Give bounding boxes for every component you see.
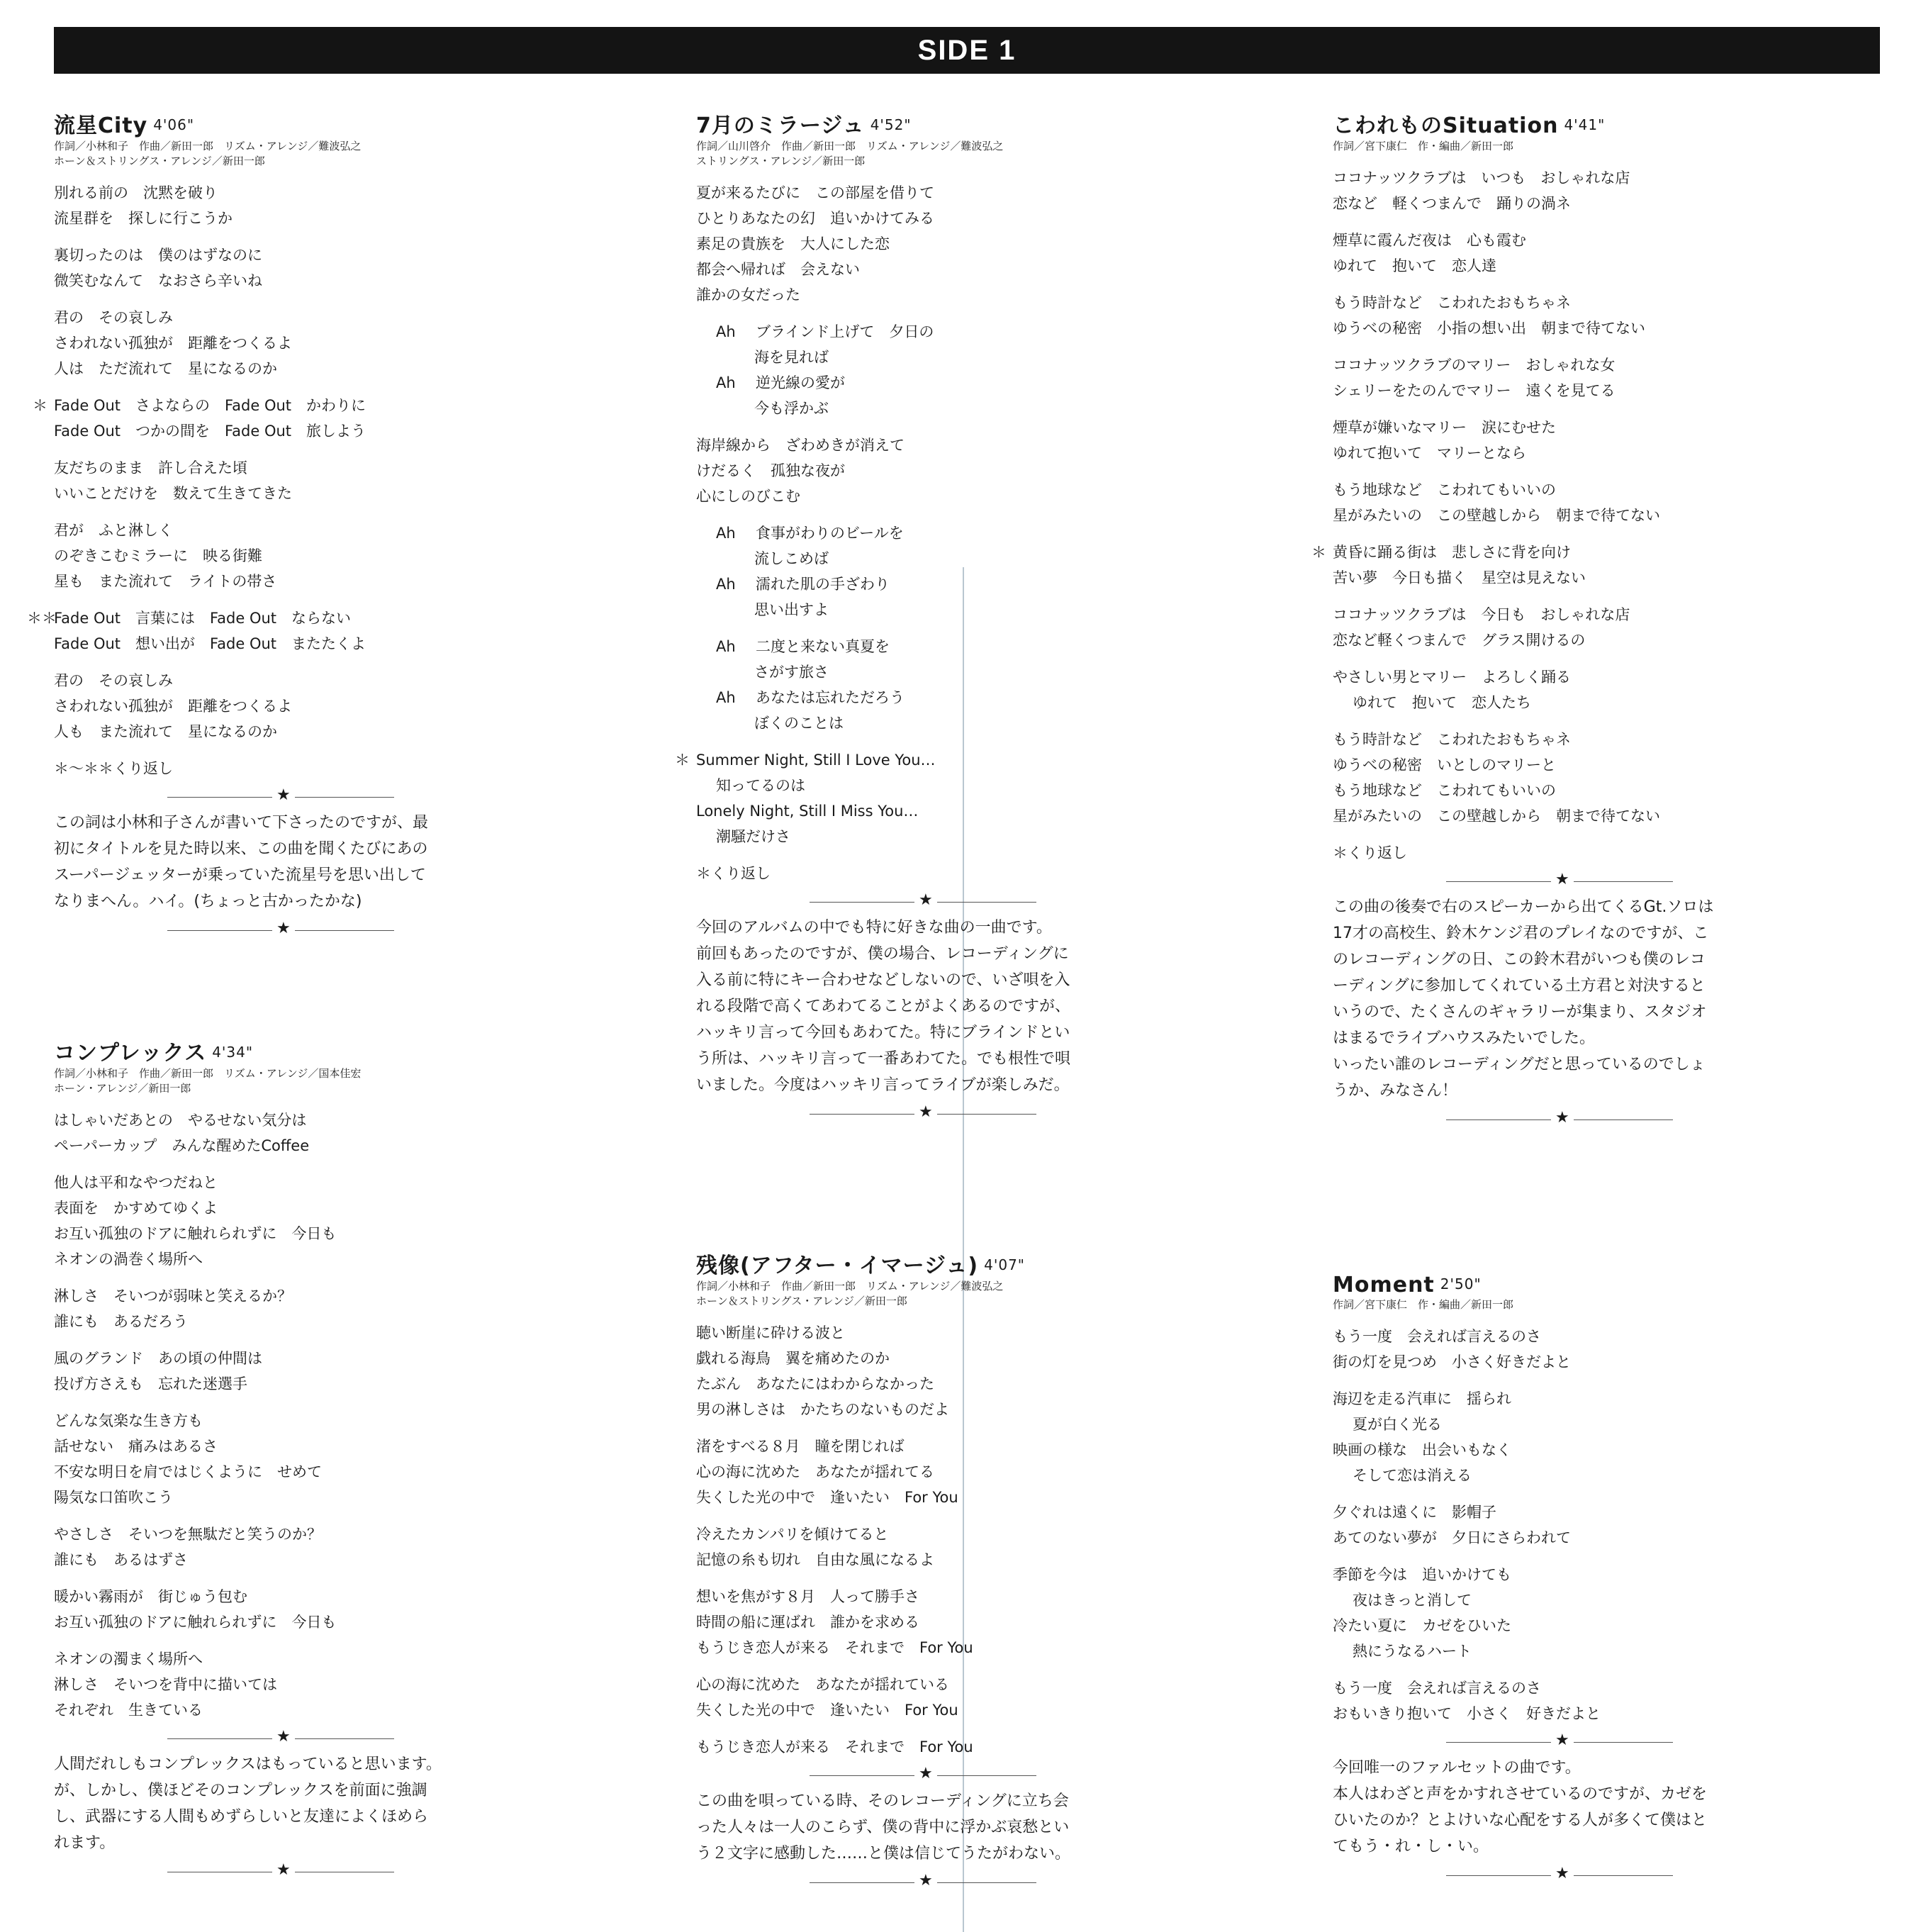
lyric-line: 星も また流れて ライトの帯さ — [54, 573, 277, 590]
text-line: 7月のミラージュ — [696, 113, 865, 138]
lyric-line: 別れる前の 沈黙を破り — [54, 184, 218, 201]
text-line: ★ — [272, 920, 295, 937]
lyric-line: シェリーをたのんでマリー 遠くを見てる — [1333, 382, 1616, 399]
lyric-line: 戯れる海鳥 翼を痛めたのか — [696, 1350, 890, 1367]
lyric-line: 恋など 軽くつまんで 踊りの渦ネ — [1333, 195, 1571, 212]
lyric-line: ＊くり返し — [696, 865, 771, 882]
lyric-line: 恋など軽くつまんで グラス開けるの — [1333, 632, 1586, 649]
lyric-line: 映画の様な 出会いもなく — [1333, 1441, 1511, 1458]
lyric-line: それぞれ 生きている — [54, 1702, 203, 1719]
lyric-line: 流しこめば — [754, 550, 829, 567]
text-line: ★ — [272, 787, 295, 804]
lyric-line: 夕ぐれは遠くに 影帽子 — [1333, 1504, 1496, 1521]
text-line: のレコーディングの日、この鈴木君がいつも僕のレコ — [1333, 951, 1706, 968]
song-comment — [696, 915, 1164, 1098]
lyric-line: 冷たい夏に カゼをひいた — [1333, 1617, 1511, 1634]
text-line: ★ — [914, 892, 937, 909]
text-line: ＊ — [1311, 544, 1326, 561]
lyric-line: あてのない夢が 夕日にさらわれて — [1333, 1529, 1571, 1546]
song-july-mirage — [675, 108, 1164, 1127]
lyric-line: 裏切ったのは 僕のはずなのに — [54, 247, 262, 264]
lyric-line: 誰にも あるはずさ — [54, 1551, 188, 1568]
lyric-line: もうじき恋人が来る それまで For You — [696, 1738, 973, 1755]
text-line: この曲の後奏で右のスピーカーから出てくるGt.ソロは — [1333, 898, 1714, 916]
separator — [54, 788, 522, 805]
lyric-line: 君が ふと淋しく — [54, 522, 173, 539]
song-ryuusei-city — [27, 108, 522, 943]
lyric-line: 渚をすべる８月 瞳を閉じれば — [696, 1438, 905, 1455]
separator — [1333, 1733, 1801, 1750]
lyric-line: 街の灯を見つめ 小さく好きだよと — [1333, 1353, 1571, 1370]
lyric-line: 他人は平和なやつだねと — [54, 1174, 218, 1191]
text-line: った人々は一人のこらず、僕の背中に浮かぶ哀愁とい — [696, 1819, 1070, 1836]
lyric-line: ゆうべの秘密 小指の想い出 朝まで待てない — [1333, 320, 1645, 337]
text-line: なりまへん。ハイ。(ちょっと古かったかな) — [54, 893, 362, 910]
lyric-line: そして恋は消える — [1353, 1467, 1472, 1484]
text-line: 残像(アフター・イマージュ) — [696, 1253, 979, 1278]
separator — [696, 1767, 1164, 1784]
lyric-line: もう一度 会えれば言えるのさ — [1333, 1680, 1541, 1697]
lyric-line: けだるく 孤独な夜が — [696, 462, 845, 479]
song-moment — [1333, 1273, 1801, 1888]
text-line: Ah — [716, 374, 736, 391]
lyric-line: 表面を かすめてゆくよ — [54, 1200, 218, 1217]
text-line: 作詞／小林和子 作曲／新田一郎 リズム・アレンジ／難波弘之 — [696, 1280, 1004, 1292]
song-credits — [1333, 1297, 1801, 1312]
lyric-line: 時間の船に運ばれ 誰かを求める — [696, 1614, 919, 1631]
lyric-line: 星がみたいの この壁越しから 朝まで待てない — [1333, 507, 1660, 524]
lyric-line: さわれない孤独が 距離をつくるよ — [54, 335, 292, 352]
lyric-line: ＊ 黄昏に踊る街は 悲しさに背を向け — [1333, 540, 1801, 565]
lyric-line: もう地球など こわれてもいいの — [1333, 782, 1556, 799]
lyric-line: もう時計など こわれたおもちゃネ — [1333, 731, 1571, 748]
song-duration: 4'52" — [870, 116, 912, 133]
lyric-line: ゆれて 抱いて 恋人達 — [1333, 257, 1496, 274]
lyric-line: 星がみたいの この壁越しから 朝まで待てない — [1333, 808, 1660, 825]
lyrics — [1311, 165, 1801, 866]
lyric-line: たぶん あなたにはわからなかった — [696, 1375, 934, 1392]
lyrics — [675, 180, 1164, 886]
lyric-line: お互い孤独のドアに触れられずに 今日も — [54, 1614, 337, 1631]
text-line: 作詞／山川啓介 作曲／新田一郎 リズム・アレンジ／難波弘之 — [696, 140, 1004, 152]
lyric-line: 暖かい霧雨が 街じゅう包む — [54, 1588, 247, 1605]
text-line: コンプレックス — [54, 1041, 207, 1066]
lyric-line: 海を見れば — [754, 349, 829, 366]
text-line: う２文字に感動した……と僕は信じてうたがわない。 — [696, 1845, 1071, 1863]
lyric-line: さわれない孤独が 距離をつくるよ — [54, 698, 292, 715]
text-line: 入る前に特にキー合わせなどしないので、いざ唄を入 — [696, 971, 1070, 989]
lyric-line: Ah あなたは忘れただろう — [696, 685, 1164, 710]
lyric-line: 煙草に霞んだ夜は 心も霞む — [1333, 232, 1526, 249]
text-line: 今回唯一のファルセットの曲です。 — [1333, 1759, 1581, 1777]
text-line: Ah — [716, 576, 736, 593]
text-line: 作詞／宮下康仁 作・編曲／新田一郎 — [1333, 140, 1514, 152]
lyric-line: Ah ブラインド上げて 夕日の — [696, 319, 1164, 345]
lyric-line: Ah 食事がわりのビールを — [696, 520, 1164, 546]
text-line: ★ — [1551, 1865, 1574, 1882]
separator — [54, 1863, 522, 1880]
lyric-line: 心にしのびこむ — [696, 488, 800, 505]
lyric-line: Ah 逆光線の愛が — [696, 370, 1164, 396]
lyric-line: 記憶の糸も切れ 自由な風になるよ — [696, 1551, 934, 1568]
song-title — [54, 1035, 522, 1066]
lyric-line: 熱にうなるハート — [1353, 1643, 1472, 1660]
lyric-line: 淋しさ そいつが弱味と笑えるか？ — [54, 1288, 292, 1305]
lyric-line: はしゃいだあとの やるせない気分は — [54, 1112, 307, 1129]
lyrics — [27, 180, 522, 781]
text-line: ＊ — [33, 397, 47, 414]
lyric-line: Fade Out つかの間を Fade Out 旅しよう — [54, 423, 366, 440]
lyric-line: ＊～＊＊くり返し — [54, 760, 173, 777]
lyric-line: 君の その哀しみ — [54, 672, 173, 689]
separator — [696, 1874, 1164, 1891]
text-line: ＊＊ — [27, 610, 57, 627]
lyric-line: 心の海に沈めた あなたが揺れてる — [696, 1463, 934, 1480]
song-comment — [54, 1751, 522, 1856]
lyric-line: ゆれて 抱いて 恋人たち — [1353, 694, 1531, 711]
lyric-line: やさしさ そいつを無駄だと笑うのか？ — [54, 1526, 322, 1543]
text-line: 初にタイトルを見た時以来、この曲を聞くたびにあの — [54, 840, 428, 858]
lyric-line: ペーパーカップ みんな醒めたCoffee — [54, 1137, 310, 1154]
lyric-line: ゆうべの秘密 いとしのマリーと — [1333, 756, 1556, 774]
lyric-line: Fade Out 想い出が Fade Out またたくよ — [54, 635, 366, 652]
lyric-line: 夏が来るたびに この部屋を借りて — [696, 184, 934, 201]
text-line: ストリングス・アレンジ／新田一郎 — [696, 155, 866, 167]
text-line: うか、みなさん！ — [1333, 1082, 1458, 1100]
text-line: いました。今度はハッキリ言ってライブが楽しみだ。 — [696, 1076, 1070, 1094]
lyric-line: 友だちのまま 許し合えた頃 — [54, 459, 247, 476]
lyric-line: Lonely Night, Still I Miss You… — [696, 803, 919, 820]
lyric-line: もう一度 会えれば言えるのさ — [1333, 1328, 1541, 1345]
lyric-line: さがす旅さ — [754, 664, 829, 681]
lyric-line: 都会へ帰れば 会えない — [696, 261, 860, 278]
lyric-line: 風のグランド あの頃の仲間は — [54, 1350, 262, 1367]
lyric-line: ネオンの渦巻く場所へ — [54, 1251, 203, 1268]
lyric-line: 微笑むなんて なおさら辛いね — [54, 272, 262, 289]
text-line: こわれものSituation — [1333, 113, 1559, 138]
text-line: ★ — [914, 1872, 937, 1889]
text-line: 作詞／小林和子 作曲／新田一郎 リズム・アレンジ／国本佳宏 — [54, 1067, 362, 1080]
text-line: ★ — [914, 1104, 937, 1121]
text-line: Ah — [716, 525, 736, 542]
song-kowaremono-situation — [1311, 108, 1801, 1132]
lyric-line: 陽気な口笛吹こう — [54, 1489, 173, 1506]
text-line: ★ — [272, 1862, 295, 1879]
lyric-line: ネオンの濁まく場所へ — [54, 1651, 203, 1668]
lyric-line: ココナッツクラブは いつも おしゃれな店 — [1333, 169, 1630, 186]
text-line: 作詞／宮下康仁 作・編曲／新田一郎 — [1333, 1298, 1514, 1311]
text-line: はまるでライブハウスみたいでした。 — [1333, 1029, 1596, 1047]
song-credits — [54, 1066, 522, 1096]
text-line: 人間だれしもコンプレックスはもっていると思います。 — [54, 1755, 442, 1773]
song-credits — [1333, 139, 1801, 154]
text-line: Ah — [716, 689, 736, 706]
song-complex — [54, 1035, 522, 1884]
text-line: ーディングに参加してくれている土方君と対決すると — [1333, 977, 1706, 995]
song-duration: 4'06" — [153, 116, 195, 133]
lyric-line: 失くした光の中で 逢いたい For You — [696, 1702, 958, 1719]
lyric-line: 知ってるのは — [716, 777, 805, 794]
separator — [696, 1105, 1164, 1122]
text-line: が、しかし、僕ほどそのコンプレックスを前面に強調 — [54, 1782, 427, 1799]
song-credits — [696, 1279, 1164, 1309]
text-line: Moment — [1333, 1273, 1435, 1297]
separator — [1333, 1111, 1801, 1128]
song-comment — [1333, 1755, 1801, 1860]
separator — [1333, 1867, 1801, 1884]
lyric-line: どんな気楽な生き方も — [54, 1412, 203, 1429]
text-line: ★ — [1551, 871, 1574, 888]
lyric-line: 話せない 痛みはあるさ — [54, 1438, 218, 1455]
lyric-line: 夏が白く光る — [1353, 1416, 1442, 1433]
song-duration: 4'07" — [984, 1256, 1025, 1273]
text-line: Ah — [716, 638, 736, 655]
lyric-line: ＊ Summer Night, Still I Love You… — [696, 747, 1164, 773]
text-line: 本人はわざと声をかすれさせているのですが、カゼを — [1333, 1785, 1708, 1803]
lyric-line: いいことだけを 数えて生きてきた — [54, 485, 292, 502]
text-line: ホーン・アレンジ／新田一郎 — [54, 1082, 191, 1095]
lyric-line: 人も また流れて 星になるのか — [54, 723, 277, 740]
lyric-line: もうじき恋人が来る それまで For You — [696, 1639, 973, 1656]
lyric-line: ココナッツクラブは 今日も おしゃれな店 — [1333, 606, 1630, 623]
text-line: 前回もあったのですが、僕の場合、レコーディングに — [696, 945, 1069, 963]
text-line: ＊ — [675, 752, 690, 769]
lyric-line: ぼくのことは — [754, 715, 844, 732]
song-after-image — [696, 1248, 1164, 1895]
text-line: れる段階で高くてあわてることがよくあるのですが、 — [696, 998, 1071, 1015]
text-line: ★ — [1551, 1732, 1574, 1749]
text-line: 流星City — [54, 113, 148, 138]
lyric-line: 季節を今は 追いかけても — [1333, 1566, 1511, 1583]
text-line: いったい誰のレコーディングだと思っているのでしょ — [1333, 1056, 1706, 1073]
lyric-line: 海岸線から ざわめきが消えて — [696, 437, 905, 454]
separator — [1333, 873, 1801, 890]
lyric-line: 苦い夢 今日も描く 星空は見えない — [1333, 569, 1586, 586]
text-line: この詞は小林和子さんが書いて下さったのですが、最 — [54, 814, 429, 832]
separator — [54, 922, 522, 939]
lyric-line: 夜はきっと消して — [1353, 1592, 1472, 1609]
lyric-line: Ah 二度と来ない真夏を — [696, 634, 1164, 659]
song-title — [1333, 108, 1801, 139]
text-line: し、武器にする人間もめずらしいと友達によくほめら — [54, 1808, 429, 1826]
text-line: ひいたのか？とよけいな心配をする人が多くて僕はと — [1333, 1811, 1708, 1829]
song-title — [1333, 1273, 1801, 1297]
song-comment — [54, 810, 522, 915]
lyric-line: 不安な明日を肩ではじくように せめて — [54, 1463, 322, 1480]
separator — [696, 893, 1164, 910]
lyric-line: ＊ Fade Out さよならの Fade Out かわりに — [54, 393, 522, 418]
text-line: ハッキリ言って今回もあわてた。特にブラインドとい — [696, 1024, 1070, 1042]
side-label: SIDE 1 — [917, 34, 1017, 66]
song-duration: 2'50" — [1440, 1275, 1482, 1292]
text-line: ★ — [1551, 1110, 1574, 1127]
lyric-line: ココナッツクラブのマリー おしゃれな女 — [1333, 357, 1616, 374]
text-line: てもう・れ・し・い。 — [1333, 1838, 1489, 1855]
lyric-line: もう時計など こわれたおもちゃネ — [1333, 294, 1571, 311]
lyric-line: ゆれて抱いて マリーとなら — [1333, 445, 1526, 462]
lyric-line: 想いを焦がす８月 人って勝手さ — [696, 1588, 919, 1605]
lyric-line: 心の海に沈めた あなたが揺れている — [696, 1676, 949, 1693]
lyric-line: 淋しさ そいつを背中に描いては — [54, 1676, 277, 1693]
song-title — [696, 108, 1164, 139]
lyric-line: 素足の貴族を 大人にした恋 — [696, 235, 890, 252]
lyric-line: ひとりあなたの幻 追いかけてみる — [696, 210, 934, 227]
song-title — [54, 108, 522, 139]
lyric-line: 今も浮かぶ — [754, 400, 829, 417]
text-line: ホーン＆ストリングス・アレンジ／新田一郎 — [696, 1295, 907, 1307]
song-comment — [696, 1788, 1164, 1867]
song-duration: 4'34" — [212, 1044, 254, 1061]
text-line: ★ — [914, 1765, 937, 1782]
lyric-line: 君の その哀しみ — [54, 309, 173, 326]
separator — [54, 1730, 522, 1747]
text-line: れます。 — [54, 1834, 116, 1852]
song-comment — [1333, 894, 1801, 1104]
lyric-line: 失くした光の中で 逢いたい For You — [696, 1489, 958, 1506]
lyric-line: お互い孤独のドアに触れられずに 今日も — [54, 1225, 337, 1242]
lyric-line: 投げ方さえも 忘れた迷選手 — [54, 1375, 247, 1392]
lyric-line: もう地球など こわれてもいいの — [1333, 481, 1556, 498]
lyric-line: 潮騒だけさ — [716, 828, 790, 845]
lyric-line: おもいきり抱いて 小さく 好きだよと — [1333, 1705, 1601, 1722]
lyric-line: ＊くり返し — [1333, 844, 1407, 861]
lyric-line: 誰にも あるだろう — [54, 1313, 188, 1330]
text-line: Ah — [716, 323, 736, 340]
lyric-line: 冷えたカンパリを傾けてると — [696, 1526, 889, 1543]
lyric-line: 流星群を 探しに行こうか — [54, 210, 233, 227]
lyric-line: 海辺を走る汽車に 揺られ — [1333, 1390, 1511, 1407]
lyric-line: やさしい男とマリー よろしく踊る — [1333, 669, 1571, 686]
text-line: ★ — [272, 1729, 295, 1746]
text-line: 作詞／小林和子 作曲／新田一郎 リズム・アレンジ／難波弘之 — [54, 140, 362, 152]
lyrics — [696, 1320, 1164, 1760]
text-line: いうので、たくさんのギャラリーが集まり、スタジオ — [1333, 1003, 1707, 1021]
lyric-line: 煙草が嫌いなマリー 涙にむせた — [1333, 419, 1556, 436]
text-line: 今回のアルバムの中でも特に好きな曲の一曲です。 — [696, 919, 1052, 937]
song-duration: 4'41" — [1564, 116, 1606, 133]
text-line: スーパージェッターが乗っていた流星号を思い出して — [54, 866, 426, 884]
lyric-line: 人は ただ流れて 星になるのか — [54, 360, 277, 377]
lyrics — [1333, 1324, 1801, 1726]
side-header-bar — [54, 27, 1880, 74]
lyric-line: 思い出すよ — [754, 601, 829, 618]
lyric-line: Ah 濡れた肌の手ざわり — [696, 571, 1164, 597]
lyric-line: ＊＊ Fade Out 言葉には Fade Out ならない — [54, 605, 522, 631]
song-credits — [54, 139, 522, 169]
text-line: この曲を唄っている時、そのレコーディングに立ち会 — [696, 1792, 1069, 1810]
lyrics — [54, 1107, 522, 1723]
song-credits — [696, 139, 1164, 169]
lyric-line: のぞきこむミラーに 映る街難 — [54, 547, 262, 564]
text-line: 17才の高校生、鈴木ケンジ君のプレイなのですが、こ — [1333, 925, 1709, 942]
text-line: う所は、ハッキリ言って一番あわてた。でも根性で唄 — [696, 1050, 1071, 1068]
text-line: ホーン＆ストリングス・アレンジ／新田一郎 — [54, 155, 265, 167]
lyric-line: 誰かの女だった — [696, 286, 800, 303]
song-title — [696, 1248, 1164, 1279]
lyric-line: 男の淋しさは かたちのないものだよ — [696, 1401, 949, 1418]
lyric-line: 聴い断崖に砕ける波と — [696, 1324, 845, 1341]
